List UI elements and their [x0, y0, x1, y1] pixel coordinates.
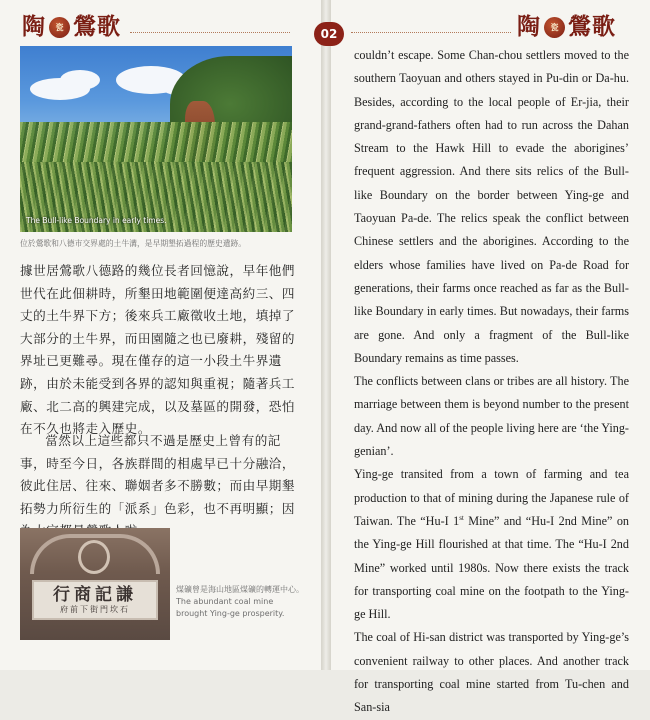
header-divider [130, 32, 290, 34]
bull-boundary-photo [20, 46, 292, 232]
sign-sub-text: 府前下街門坎石 [60, 604, 130, 614]
paragraph-text: 據世居鶯歌八德路的幾位長者回憶說，早年他們世代在此佃耕時，所墾田地範圍便達高約三、四丈的土牛界下方；後來兵工廠徵收土地，填掉了大部分的土牛界，而田園隨之也已廢耕，殘留的界址已更難尋。現在僅存的這一小段土牛界遺跡，由於未能受到各界的認知與重視；隨著兵工廠、北二高的興建完成，以及墓區的開發，恐怕在不久也將走入歷史。 [20, 263, 295, 437]
photo-overlay-caption: The Bull-like Boundary in early times. [26, 216, 167, 225]
superscript: st [459, 513, 464, 522]
brand-chars-yingge: 鶯歌 [73, 13, 121, 40]
pottery-jar-icon: 瓷 [544, 17, 565, 38]
sign-main-text: 行商記謙 [53, 584, 137, 605]
photo-caption-zh: 位於鶯歌和八德市交界處的土牛溝，是早期墾拓過程的歷史遺跡。 [20, 239, 247, 248]
header-divider [351, 32, 511, 34]
page-number-badge: 02 [314, 22, 344, 46]
brand-chars-yingge: 鶯歌 [568, 13, 616, 40]
brand-char-tao: 陶 [22, 13, 46, 40]
book-gutter [322, 0, 330, 670]
brand-logo [22, 14, 121, 40]
english-text-column [354, 44, 629, 720]
english-paragraph: couldn’t escape. Some Chan-chou settlers moved to the southern Taoyuan and others stayed in Pu-din or Da-hu. Besides, according to the local people of Er-jia, their grand-grand-fathers often had to run across the Dahan Stream to the Hawk Hill to evade the aborigines’ frequent aggression. And there sits relics of the Bull-like Boundary on the border between Ying-ge and Taoyuan Pa-de. The relics speak the conflict between Chinese settlers and the aborigines. According to the elders whose families have lived on Pa-de Road for generations, their farms once reached as far as the Bull-like Boundary in early times. But nowadays, their farms are gone. And only a fragment of the Bull-like Boundary remains as time passes. [354, 48, 629, 365]
coal-mine-building-photo [20, 528, 170, 640]
left-page [0, 0, 322, 670]
chinese-paragraph-1 [20, 260, 302, 441]
brand-char-tao: 陶 [517, 13, 541, 40]
brand-logo [517, 14, 616, 40]
english-paragraph: The conflicts between clans or tribes are all history. The marriage between them is beyond number to the present day. And now all of the people living here are ‘the Ying-genian’. [354, 374, 629, 459]
chinese-paragraph-2 [20, 430, 302, 543]
paragraph-text: 當然以上這些都只不過是歷史上曾有的記事，時至今日，各族群間的相處早已十分融洽，彼此住居、往來、聯姻者多不勝數；而由早期墾拓勢力所衍生的「派系」色彩，也不再明顯；因 [20, 433, 295, 516]
paragraph-text-part: Ying-ge transited from a town of farming and tea production to that of mining during the Japanese rule of Taiwan. The “Hu-I 1 [354, 467, 629, 528]
shop-sign [32, 580, 158, 620]
paragraph-text-part: Mine” and “Hu-I 2nd Mine” on the Ying-ge Hill flourished at that time. The “Hu-I 2nd Mine” worked until 1980s. Now there exists the track for transporting coal mine on the footpath to the Ying-ge Hill. [354, 513, 630, 622]
pottery-jar-icon: 瓷 [49, 17, 70, 38]
english-paragraph [354, 463, 629, 626]
photo2-caption: 煤礦曾是海山地區煤礦的轉運中心。The abundant coal mine brought Ying-ge prosperity. [176, 585, 304, 618]
english-paragraph: The coal of Hi-san district was transported by Ying-ge’s convenient railway to other places. And another track for transporting coal mine started from Tu-chen and San-sia [354, 630, 629, 715]
